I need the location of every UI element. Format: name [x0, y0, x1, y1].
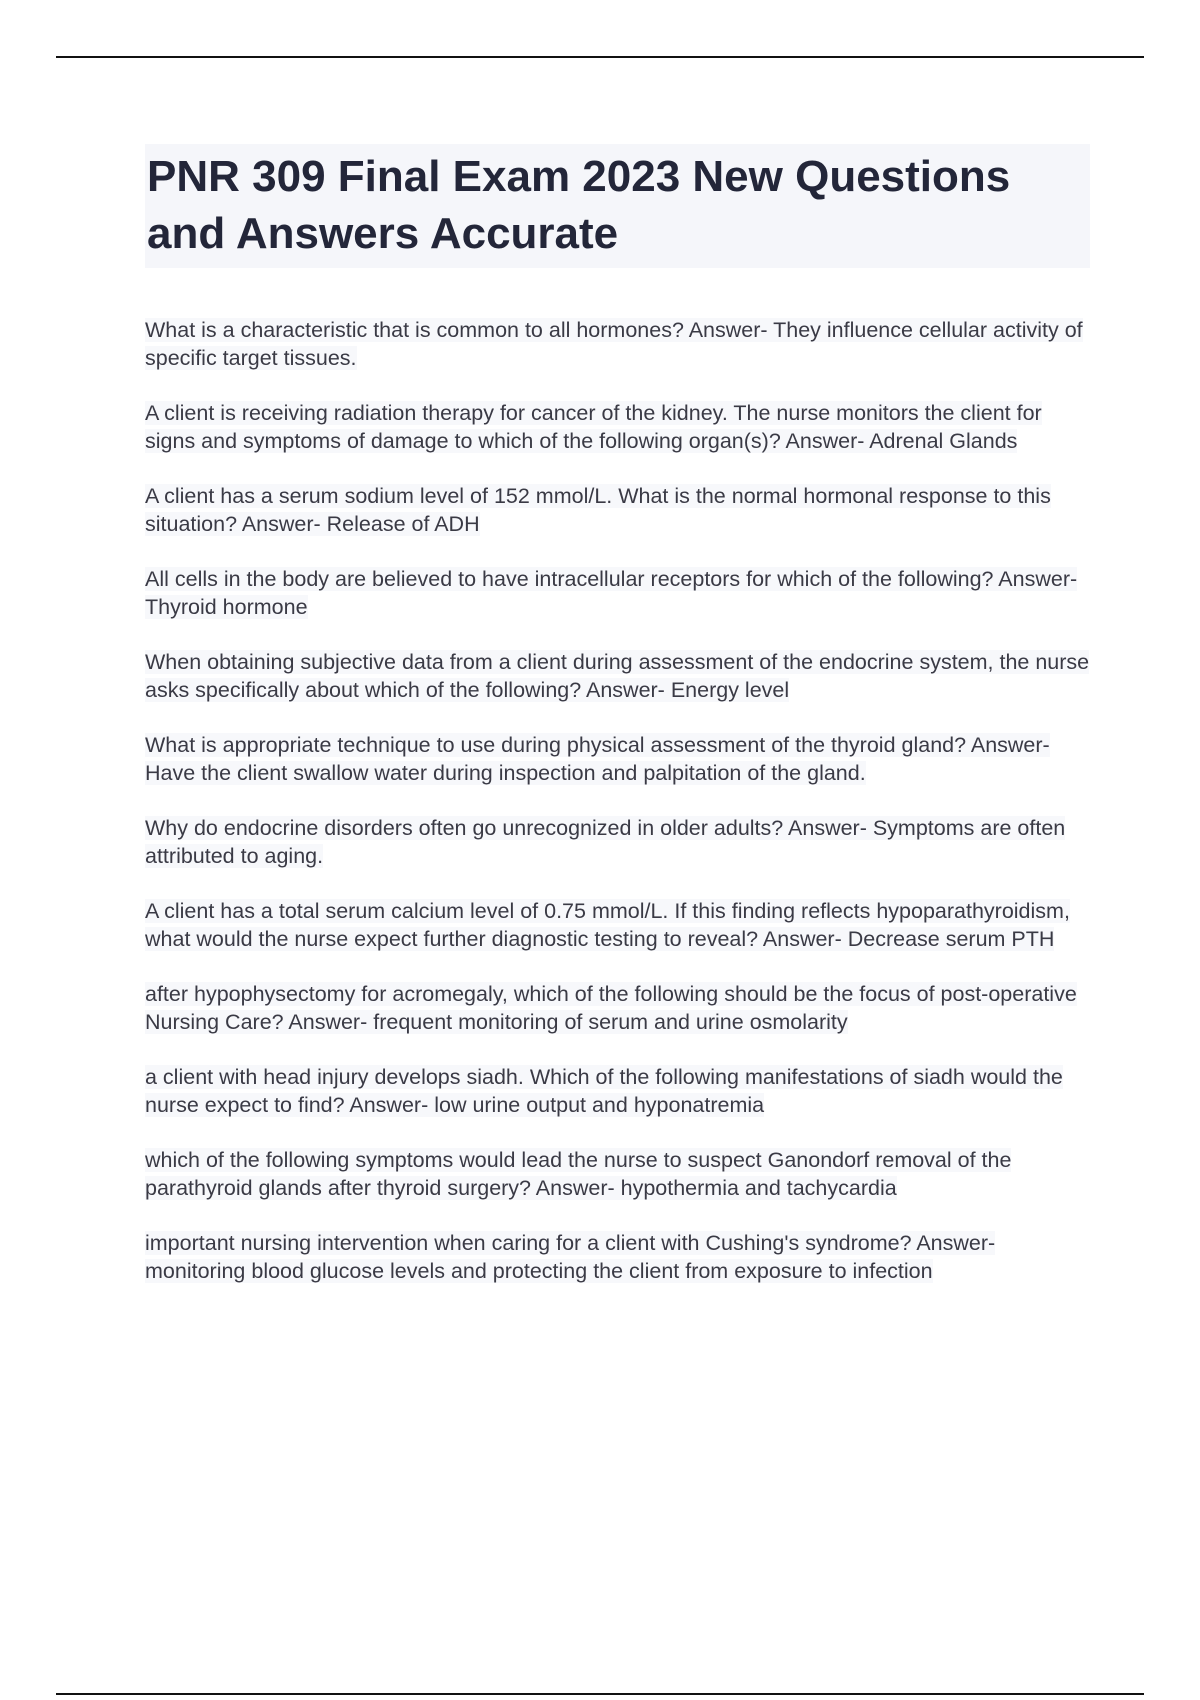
qa-text: important nursing intervention when caring for a client with Cushing's syndrome? Answer- monitoring blood glucose levels and protecting the client from exposure to infection [145, 1231, 996, 1283]
qa-text: A client has a total serum calcium level of 0.75 mmol/L. If this finding reflects hypoparathyroidism, what would the nurse expect further diagnostic testing to reveal? Answer- Decrease serum PTH [145, 899, 1070, 951]
qa-item [145, 565, 1090, 621]
qa-item [145, 648, 1090, 704]
bottom-rule [56, 1693, 1144, 1695]
qa-text: What is a characteristic that is common to all hormones? Answer- They influence cellular activity of specific target tissues. [145, 318, 1083, 370]
qa-item [145, 399, 1090, 455]
qa-item [145, 814, 1090, 870]
qa-item [145, 1146, 1090, 1202]
qa-text: a client with head injury develops siadh. Which of the following manifestations of siadh would the nurse expect to find? Answer- low urine output and hyponatremia [145, 1065, 1063, 1117]
page-title: PNR 309 Final Exam 2023 New Questions and Answers Accurate [147, 152, 1011, 258]
qa-item [145, 897, 1090, 953]
qa-item [145, 1063, 1090, 1119]
qa-item [145, 980, 1090, 1036]
qa-text: after hypophysectomy for acromegaly, which of the following should be the focus of post-operative Nursing Care? Answer- frequent monitoring of serum and urine osmolarity [145, 982, 1077, 1034]
qa-text: A client is receiving radiation therapy for cancer of the kidney. The nurse monitors the client for signs and symptoms of damage to which of the following organ(s)? Answer- Adrenal Glands [145, 401, 1042, 453]
document-body [145, 144, 1090, 1312]
qa-text: What is appropriate technique to use during physical assessment of the thyroid gland? Answer- Have the client swallow water during inspection and palpitation of the gland. [145, 733, 1050, 785]
qa-item [145, 1229, 1090, 1285]
qa-text: which of the following symptoms would lead the nurse to suspect Ganondorf removal of the parathyroid glands after thyroid surgery? Answer- hypothermia and tachycardia [145, 1148, 1012, 1200]
qa-item [145, 482, 1090, 538]
qa-item [145, 316, 1090, 372]
qa-text: When obtaining subjective data from a client during assessment of the endocrine system, the nurse asks specifically about which of the following? Answer- Energy level [145, 650, 1090, 702]
qa-text: Why do endocrine disorders often go unrecognized in older adults? Answer- Symptoms are often attributed to aging. [145, 816, 1066, 868]
top-rule [56, 56, 1144, 58]
qa-text: A client has a serum sodium level of 152 mmol/L. What is the normal hormonal response to this situation? Answer- Release of ADH [145, 484, 1051, 536]
title-block [145, 144, 1090, 268]
qa-item [145, 731, 1090, 787]
qa-text: All cells in the body are believed to have intracellular receptors for which of the following? Answer- Thyroid hormone [145, 567, 1078, 619]
